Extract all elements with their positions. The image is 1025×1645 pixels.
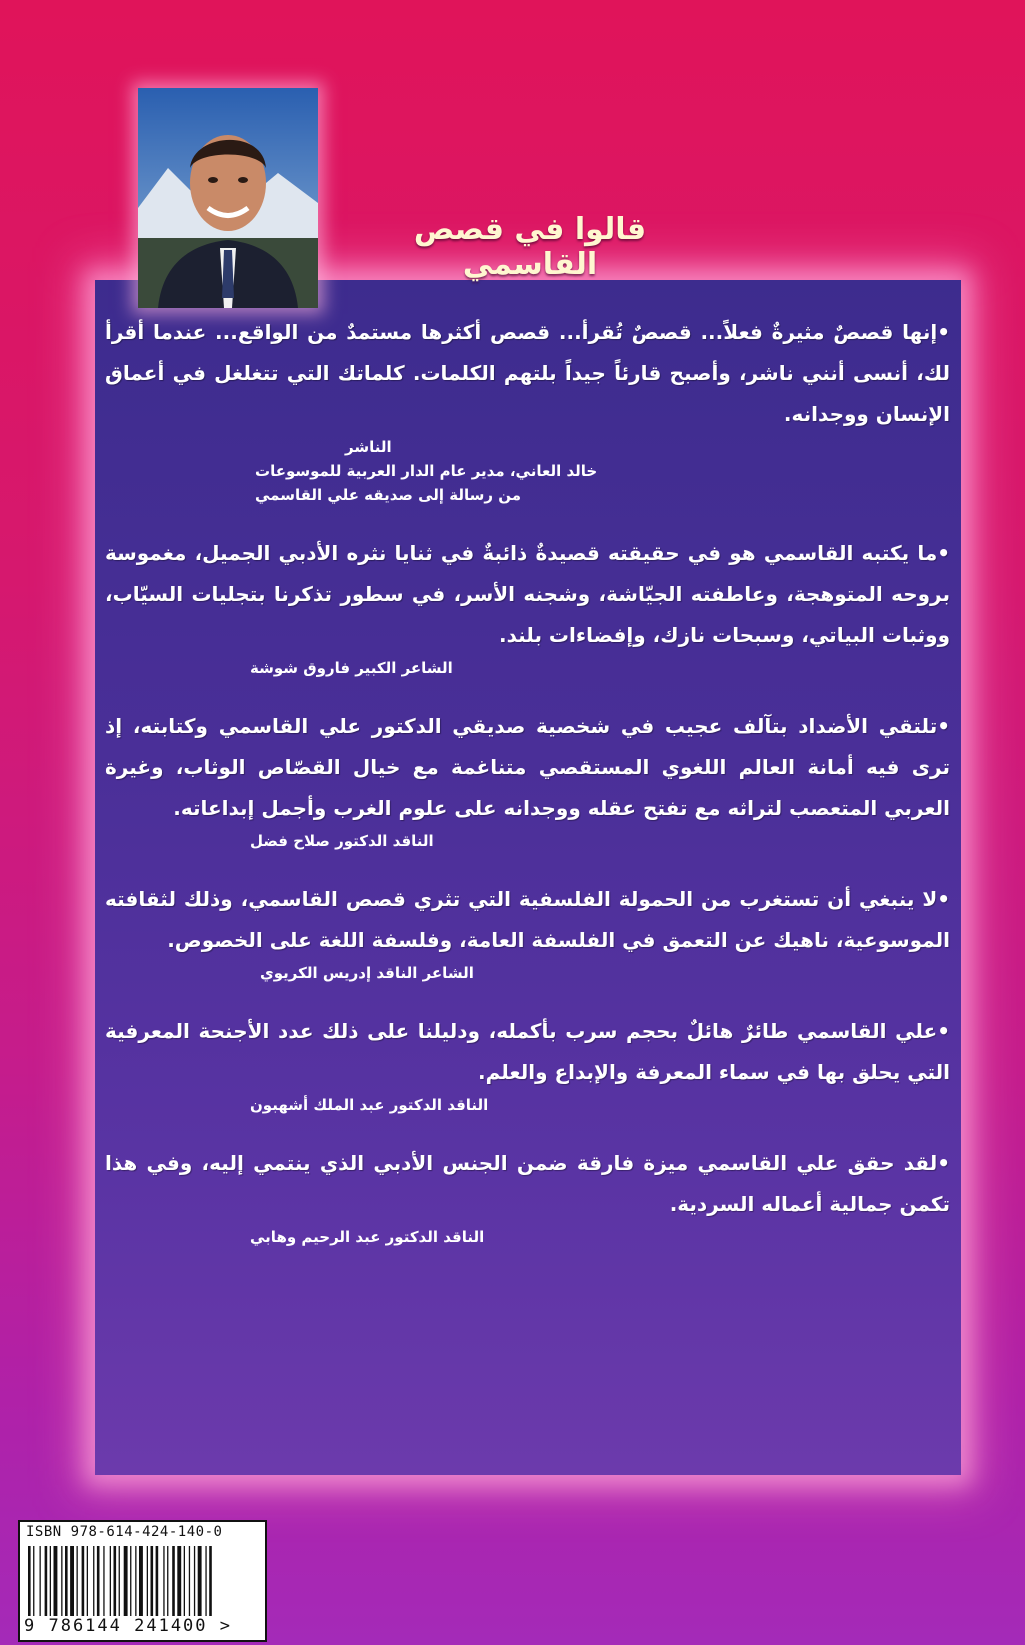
barcode-bar xyxy=(130,1546,131,1616)
barcode-bar xyxy=(172,1546,175,1616)
barcode-bar xyxy=(135,1546,136,1616)
quote-text: •ما يكتبه القاسمي هو في حقيقته قصيدةٌ ذائبةٌ في ثنايا نثره الأدبي الجميل، مغموسة بروحه المتوهجة، وعاطفته الجيّاشة، وشجنه الأسر، في سطور تذكرنا بتجليات السيّاب، ووثبات البياتي، وسبحات نازك، وإفضاءات بلند. xyxy=(105,541,950,647)
barcode-bar xyxy=(198,1546,202,1616)
quote-attribution xyxy=(105,656,950,680)
barcode-bar xyxy=(167,1546,168,1616)
barcode-digits: 9 786144 241400 > xyxy=(24,1616,232,1636)
quote-attribution xyxy=(105,1225,950,1249)
barcode-bar xyxy=(87,1546,88,1616)
quote-item xyxy=(105,1011,950,1117)
quote-text: •علي القاسمي طائرٌ هائلٌ بحجم سرب بأكمله، ودليلنا على ذلك عدد الأجنحة المعرفية التي يحلق بها في سماء المعرفة والإبداع والعلم. xyxy=(105,1019,950,1084)
barcode-bar xyxy=(156,1546,159,1616)
quote-attribution xyxy=(105,961,950,985)
barcode-bar xyxy=(54,1546,58,1616)
attribution-line: الناشر xyxy=(345,438,392,456)
quote-text: •إنها قصصٌ مثيرةٌ فعلاً... قصصٌ تُقرأ... قصص أكثرها مستمدٌ من الواقع... عندما أقرأ لك، أنسى أنني ناشر، وأصبح قارئاً جيداً بلتهم الكلمات. كلماتك التي تتغلغل في أعماق الإنسان ووجدانه. xyxy=(105,320,950,426)
barcode-bar xyxy=(147,1546,148,1616)
quote-item xyxy=(105,879,950,985)
barcode-bar xyxy=(61,1546,62,1616)
quote-attribution xyxy=(105,1093,950,1117)
barcode-bar xyxy=(110,1546,111,1616)
quote-item xyxy=(105,312,950,507)
isbn-label: ISBN 978-614-424-140-0 xyxy=(26,1524,223,1540)
attribution-line: من رسالة إلى صديقه علي القاسمي xyxy=(255,486,522,504)
quote-text: •تلتقي الأضداد بتآلف عجيب في شخصية صديقي الدكتور علي القاسمي وكتابته، إذ ترى فيه أمانة العالم اللغوي المستقصي متناغمة مع خيال القصّاص الوثاب، وغيرة العربي المتعصب لتراثه مع تفتح عقله ووجدانه على علوم الغرب وأجمل إبداعاته. xyxy=(105,714,950,820)
quote-attribution xyxy=(105,435,950,507)
attribution-line: خالد العاني، مدير عام الدار العربية للموسوعات xyxy=(255,462,598,480)
barcode-bar xyxy=(33,1546,34,1616)
quote-item xyxy=(105,1143,950,1249)
barcode-bar xyxy=(103,1546,104,1616)
barcode-bar xyxy=(28,1546,31,1616)
page-title: قالوا في قصص القاسمي xyxy=(413,212,647,282)
author-photo xyxy=(138,88,318,308)
barcode-bar xyxy=(97,1546,100,1616)
barcode-bar xyxy=(45,1546,48,1616)
barcode-bar xyxy=(93,1546,94,1616)
barcode-bar xyxy=(139,1546,143,1616)
barcode-bar xyxy=(65,1546,68,1616)
isbn-barcode-box xyxy=(18,1520,267,1642)
attribution-line: الناقد الدكتور عبد الرحيم وهابي xyxy=(250,1228,485,1246)
barcode-bar xyxy=(124,1546,128,1616)
barcode-bar xyxy=(163,1546,164,1616)
attribution-line: الشاعر الكبير فاروق شوشة xyxy=(250,659,453,677)
barcode-bar xyxy=(209,1546,212,1616)
quote-text: •لقد حقق علي القاسمي ميزة فارقة ضمن الجنس الأدبي الذي ينتمي إليه، وفي هذا تكمن جمالية أعماله السردية. xyxy=(105,1151,950,1216)
barcode-bar xyxy=(189,1546,190,1616)
quote-text: •لا ينبغي أن تستغرب من الحمولة الفلسفية التي تثري قصص القاسمي، وذلك لثقافته الموسوعية، ناهيك عن التعمق في الفلسفة العامة، وفلسفة اللغة على الخصوص. xyxy=(105,887,950,952)
quotes-list xyxy=(105,312,950,1275)
barcode-bar xyxy=(184,1546,185,1616)
barcode-bar xyxy=(205,1546,206,1616)
barcode-bar xyxy=(151,1546,154,1616)
barcode-icon xyxy=(26,1546,259,1616)
barcode-bar xyxy=(177,1546,181,1616)
barcode-bar xyxy=(82,1546,85,1616)
attribution-line: الناقد الدكتور عبد الملك أشهبون xyxy=(250,1096,489,1114)
barcode-bar xyxy=(114,1546,117,1616)
barcode-bar xyxy=(50,1546,51,1616)
barcode-bar xyxy=(77,1546,78,1616)
quote-item xyxy=(105,533,950,680)
attribution-line: الشاعر الناقد إدريس الكريوي xyxy=(260,964,474,982)
barcode-bar xyxy=(119,1546,120,1616)
barcode-bar xyxy=(194,1546,195,1616)
attribution-line: الناقد الدكتور صلاح فضل xyxy=(250,832,434,850)
barcode-bar xyxy=(70,1546,74,1616)
quote-attribution xyxy=(105,829,950,853)
barcode-bar xyxy=(40,1546,41,1616)
quote-item xyxy=(105,706,950,853)
